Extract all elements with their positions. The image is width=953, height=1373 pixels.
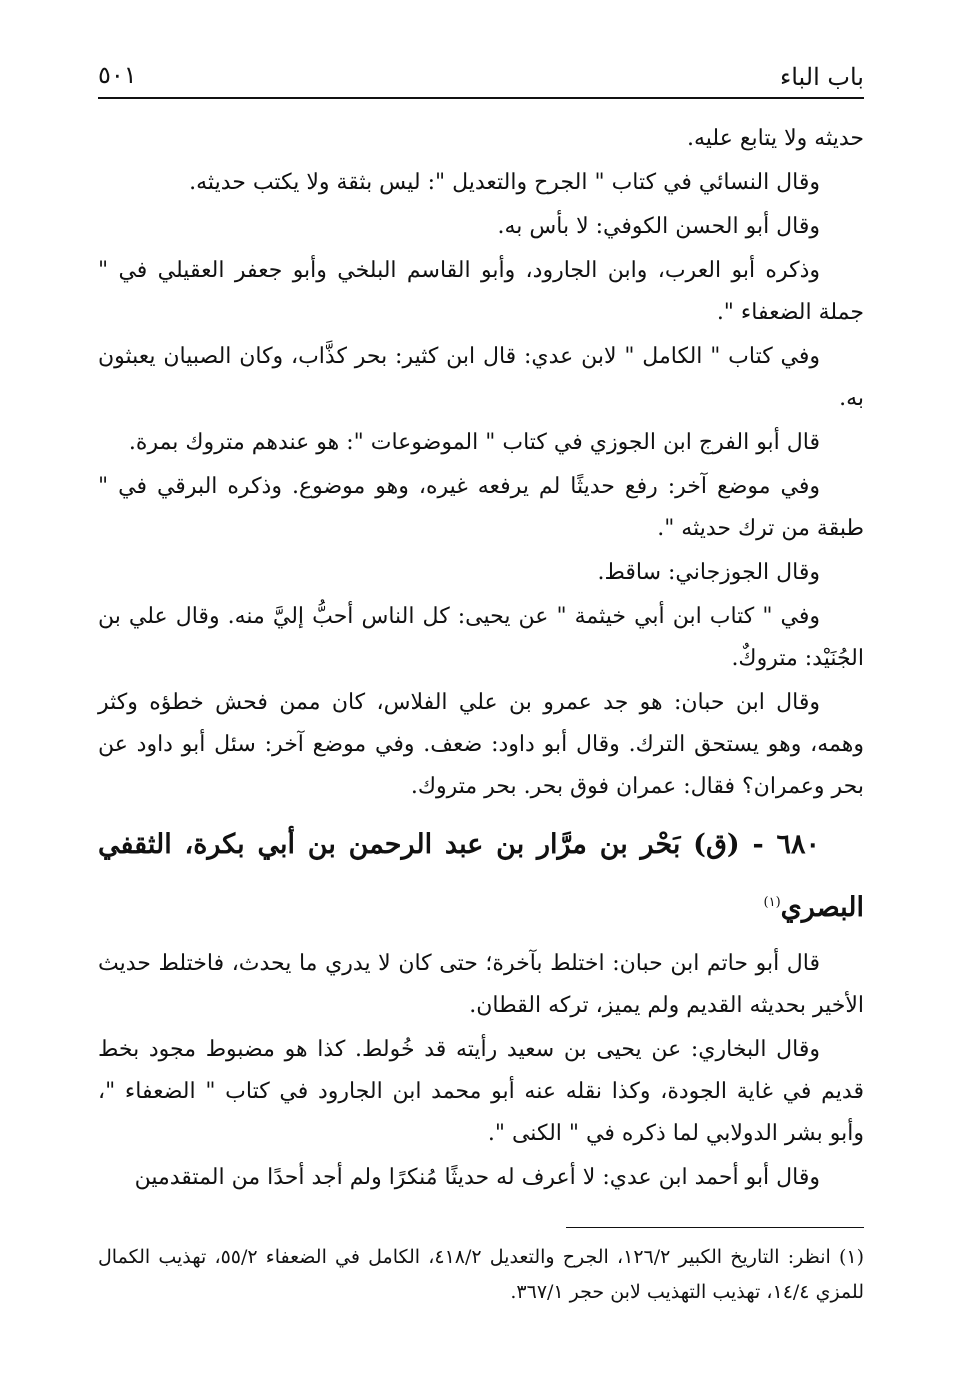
- footnote-divider: [566, 1227, 864, 1228]
- chapter-title: باب الباء: [779, 63, 864, 91]
- paragraph: وقال البخاري: عن يحيى بن سعيد رأيته قد خُولط. كذا هو مضبوط مجود بخط قديم في غاية الجودة، وكذا نقله عنه أبو محمد ابن الجارود في كتاب " الضعفاء "، وأبو بشر الدولابي لما ذكره في " الكنى ".: [98, 1037, 864, 1146]
- paragraph: قال أبو الفرج ابن الجوزي في كتاب " الموضوعات ": هو عندهم متروك بمرة.: [128, 430, 820, 455]
- paragraph: وقال ابن حبان: هو جد عمرو بن علي الفلاس، كان ممن فحش خطؤه وكثر وهمه، وهو يستحق الترك. وقال أبو داود: ضعف. وفي موضع آخر: سئل أبو داود عن بحر وعمران؟ فقال: عمران فوق بحر. بحر متروك.: [98, 690, 864, 799]
- page-number: ٥٠١: [98, 61, 137, 89]
- paragraph: قال أبو حاتم ابن حبان: اختلط بآخرة؛ حتى كان لا يدري ما يحدث، فاختلط حديث الأخير بحديثه القديم ولم يميز، تركه القطان.: [98, 951, 864, 1018]
- footnote-area: [98, 1240, 864, 1310]
- paragraph: وفي " كتاب ابن أبي خيثمة " عن يحيى: كل الناس أحبُّ إليَّ منه. وقال علي بن الجُنَيْد: متروكٌ.: [98, 604, 864, 671]
- entry-heading-text: ٦٨٠ - (ق) بَحْر بن مرَّار بن عبد الرحمن بن أبي بكرة، الثقفي البصري: [98, 829, 864, 923]
- footnote-reference: (١): [763, 895, 781, 910]
- paragraph: وذكره أبو العرب، وابن الجارود، وأبو القاسم البلخي وأبو جعفر العقيلي في " جملة الضعفاء ".: [98, 258, 864, 325]
- entry-heading: [98, 816, 864, 937]
- header-divider: [98, 97, 864, 99]
- paragraph: وفي كتاب " الكامل " لابن عدي: قال ابن كثير: بحر كذَّاب، وكان الصبيان يعبثون به.: [98, 344, 864, 411]
- running-header: [98, 56, 864, 100]
- paragraph: وقال النسائي في كتاب " الجرح والتعديل ": ليس بثقة ولا يكتب حديثه.: [189, 170, 820, 195]
- paragraph: وفي موضع آخر: رفع حديثًا لم يرفعه غيره، وهو موضوع. وذكره البرقي في " طبقة من ترك حديثه ".: [98, 474, 864, 541]
- paragraph: وقال أبو الحسن الكوفي: لا بأس به.: [497, 214, 820, 239]
- main-text: [98, 118, 864, 1201]
- paragraph: حديثه ولا يتابع عليه.: [687, 126, 864, 151]
- paragraph: وقال أبو أحمد ابن عدي: لا أعرف له حديثًا مُنكرًا ولم أجد أحدًا من المتقدمين: [134, 1165, 820, 1190]
- footnote-text: (١) انظر: التاريخ الكبير ١٢٦/٢، الجرح والتعديل ٤١٨/٢، الكامل في الضعفاء ٥٥/٢، تهذيب الكمال للمزي ١٤/٤، تهذيب التهذيب لابن حجر ٣٦٧/١.: [98, 1246, 865, 1303]
- paragraph: وقال الجوزجاني: ساقط.: [597, 560, 820, 585]
